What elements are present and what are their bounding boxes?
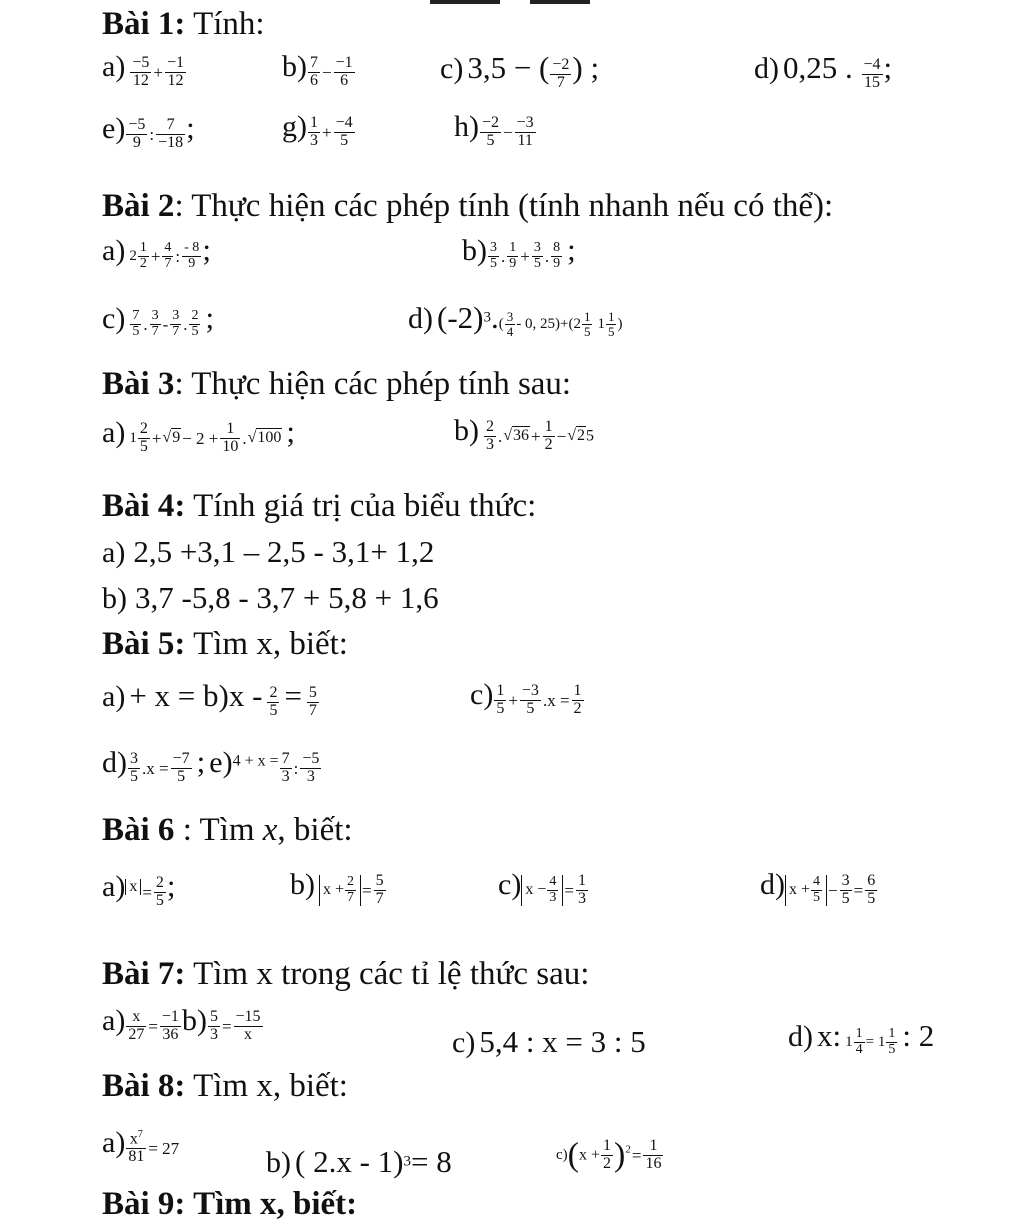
b2-c: c) $\frac{7}{5}$ . $\frac{3}{7}$ - $\frac{3}{7}$ . $\frac{2}{5}$ ; [102, 300, 215, 339]
b3-a: a) 1 $\frac{2}{5}$ +√9 − 2 + $\frac{1}{10}$ .√100 ; [102, 414, 296, 455]
b4-b: b) 3,7 -5,8 - 3,7 + 5,8 + 1,6 [102, 580, 439, 615]
b3-b: b) $\frac{2}{3}$ .√36 + $\frac{1}{2}$ −√25 [454, 414, 594, 453]
b4-a: a) 2,5 +3,1 – 2,5 - 3,1+ 1,2 [102, 534, 435, 569]
b7-a: a) $\frac{x}{27}$ = $\frac{-1}{36}$ b) $\frac{5}{3}$ = $\frac{-15}{x}$ [102, 1004, 261, 1043]
b6-heading: Bài 6 : Tìm x, biết: [102, 812, 353, 848]
b5-heading: Bài 5: Tìm x, biết: [102, 626, 348, 662]
b6-a: a) $^x$ = $\frac{2}{5}$ ; [102, 868, 176, 909]
b8-heading: Bài 8: Tìm x, biết: [102, 1068, 348, 1104]
b2-heading: Bài 2: Thực hiện các phép tính (tính nhanh nếu có thể): [102, 188, 834, 224]
b1-a: a) $\frac{-5}{12}$ + $\frac{-1}{12}$ [102, 50, 184, 89]
b2-d: d) $(-2)^3$.( $\frac{3}{4}$ - 0, 25)+(2 $\frac{1}{5}$ 1 $\frac{1}{5}$ ) [408, 300, 623, 339]
b1-heading: Bài 1: Tính: [102, 6, 265, 42]
b8-b: b) ( 2.x - 1)$^3$= 8 [266, 1144, 452, 1179]
b1-e: e) $\frac{-5}{9}$ : $\frac{7}{-18}$ ; [102, 110, 195, 151]
b6-b: b) x + $\frac{2}{7}$ = $\frac{5}{7}$ [290, 868, 384, 907]
b8-c: c)(x + $\frac{1}{2}$ )$^2$= $\frac{1}{16}$ [556, 1136, 662, 1174]
b5-d: d) $\frac{3}{5}$ .x = $\frac{-7}{5}$ ; e)$^{4 + x =}$ $\frac{7}{3}$ : $\frac{-5}{3}$ [102, 744, 320, 785]
b1-c: c) 3,5 − ( $\frac{-2}{7}$ ) ; [440, 50, 600, 91]
b4-heading: Bài 4: Tính giá trị của biểu thức: [102, 488, 537, 524]
b1-h: h) $\frac{-2}{5}$ − $\frac{-3}{11}$ [454, 110, 534, 149]
b6-c: c) x − $\frac{4}{3}$ = $\frac{1}{3}$ [498, 868, 586, 907]
b6-d: d) x + $\frac{4}{5}$ − $\frac{3}{5}$ = $\frac{6}{5}$ [760, 868, 876, 907]
b7-heading: Bài 7: Tìm x trong các tỉ lệ thức sau: [102, 956, 590, 992]
b2-b: b) $\frac{3}{5}$ . $\frac{1}{9}$ + $\frac{3}{5}$ . $\frac{8}{9}$ ; [462, 232, 576, 271]
b1-b: b) $\frac{7}{6}$ − $\frac{-1}{6}$ [282, 50, 353, 89]
b7-d: d) x: 1 $\frac{1}{4}$ = 1 $\frac{1}{5}$ : 2 [788, 1018, 935, 1057]
b8-a: a) $\frac{x^7}{81}$ = 27 [102, 1126, 180, 1166]
b7-c: c) 5,4 : x = 3 : 5 [452, 1024, 646, 1059]
b5-a: a) + x = b)x - $\frac{2}{5}$ = $\frac{5}{7}$ [102, 678, 317, 719]
b5-c: c) $\frac{1}{5}$ + $\frac{-3}{5}$ .x = $\frac{1}{2}$ [470, 678, 582, 717]
cropped-next-exercise: Bài 9: Tìm x, biết: [102, 1186, 358, 1222]
b1-g: g) $\frac{1}{3}$ + $\frac{-4}{5}$ [282, 110, 353, 149]
cropped-header-gap [500, 0, 530, 6]
b3-heading: Bài 3: Thực hiện các phép tính sau: [102, 366, 572, 402]
b1-d: d) 0,25 . $\frac{-4}{15}$ ; [754, 50, 893, 91]
b2-a: a) 2 $\frac{1}{2}$ + $\frac{4}{7}$ : $\frac{- 8}{9}$ ; [102, 232, 211, 271]
